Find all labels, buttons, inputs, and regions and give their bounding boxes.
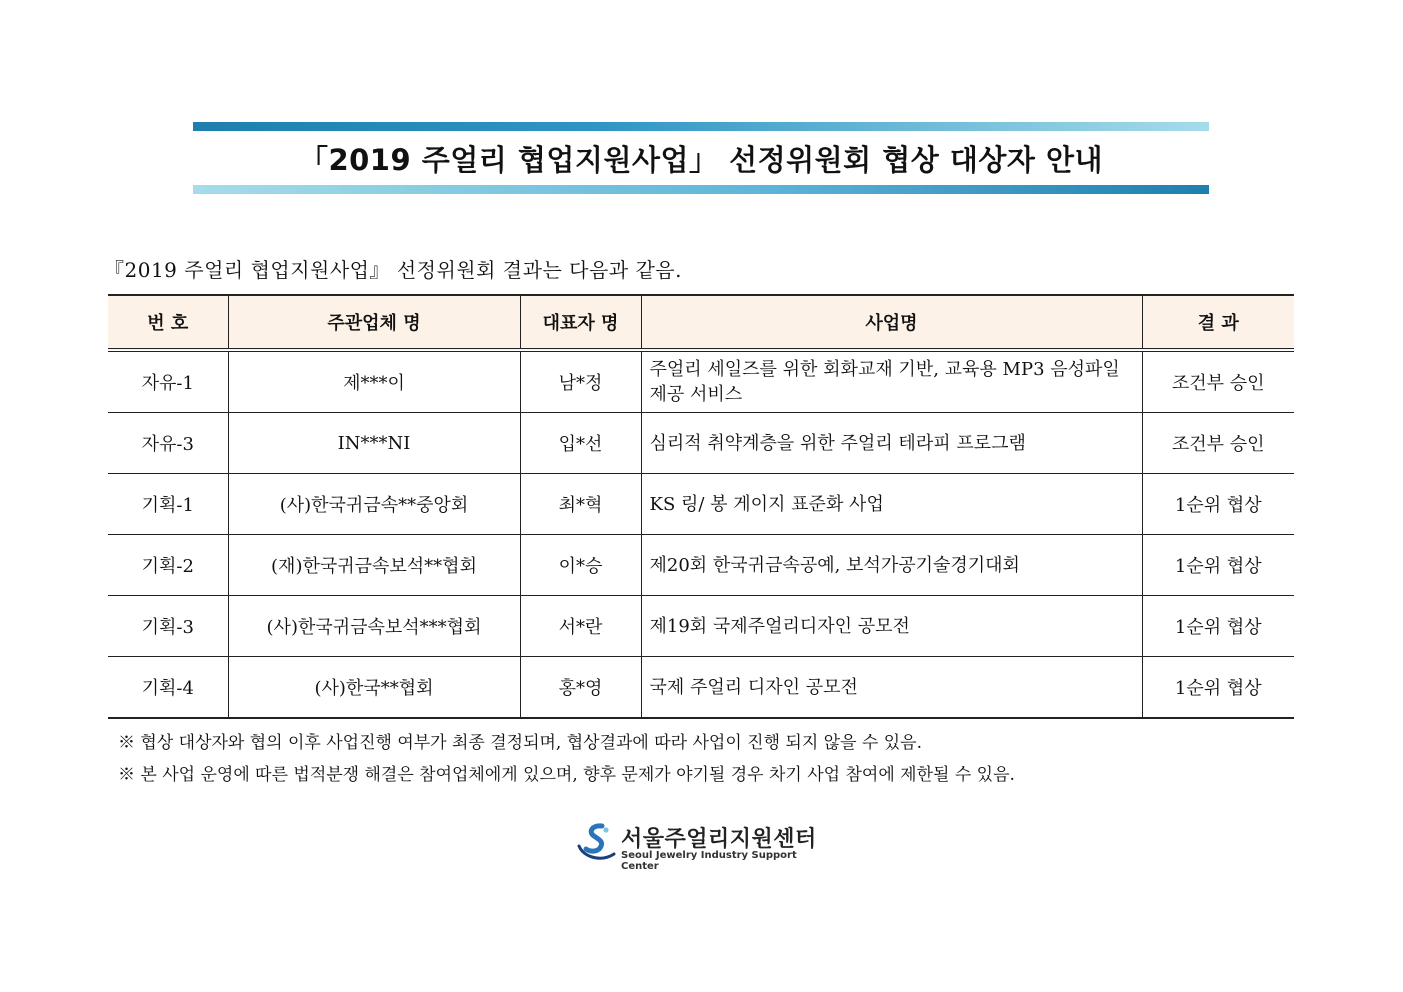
swoosh-s-logo-icon [576, 822, 618, 864]
notes [118, 727, 1015, 791]
cell-number: 기획-3 [108, 596, 228, 657]
title-bottom-bar [193, 185, 1209, 194]
note-line: ※ 협상 대상자와 협의 이후 사업진행 여부가 최종 결정되며, 협상결과에 따라 사업이 진행 되지 않을 수 있음. [118, 733, 922, 753]
cell-number: 자유-3 [108, 413, 228, 474]
cell-number: 기획-1 [108, 474, 228, 535]
intro-text: 『2019 주얼리 협업지원사업』 선정위원회 결과는 다음과 같음. [104, 258, 682, 282]
table-row [108, 413, 1294, 474]
table-row [108, 596, 1294, 657]
logo-name-korean: 서울주얼리지원센터 [621, 827, 817, 852]
cell-organization: (사)한국귀금속보석***협회 [228, 596, 520, 657]
cell-organization: (사)한국귀금속**중앙회 [228, 474, 520, 535]
cell-representative: 입*선 [520, 413, 641, 474]
header-result: 결 과 [1142, 295, 1294, 350]
logo-name-english: Seoul Jewelry Industry Support Center [621, 850, 797, 872]
cell-result: 조건부 승인 [1142, 350, 1294, 413]
cell-result: 1순위 협상 [1142, 535, 1294, 596]
cell-result: 조건부 승인 [1142, 413, 1294, 474]
header-project: 사업명 [641, 295, 1142, 350]
header-organization: 주관업체 명 [228, 295, 520, 350]
table-row [108, 474, 1294, 535]
cell-representative: 이*승 [520, 535, 641, 596]
table-header-row [108, 295, 1294, 350]
page-title: 「2019 주얼리 협업지원사업」 선정위원회 협상 대상자 안내 [298, 143, 1104, 177]
cell-organization: (사)한국**협회 [228, 657, 520, 719]
title-top-bar [193, 122, 1209, 131]
cell-organization: 제***이 [228, 350, 520, 413]
cell-representative: 남*정 [520, 350, 641, 413]
cell-organization: IN***NI [228, 413, 520, 474]
note-line: ※ 본 사업 운영에 따른 법적분쟁 해결은 참여업체에게 있으며, 향후 문제가 야기될 경우 차기 사업 참여에 제한될 수 있음. [118, 765, 1015, 785]
cell-project: 심리적 취약계층을 위한 주얼리 테라피 프로그램 [641, 413, 1142, 474]
header-number: 번 호 [108, 295, 228, 350]
table-row [108, 657, 1294, 719]
cell-result: 1순위 협상 [1142, 474, 1294, 535]
cell-project: 제19회 국제주얼리디자인 공모전 [641, 596, 1142, 657]
table-row [108, 350, 1294, 413]
center-logo [576, 822, 836, 872]
results-table [108, 294, 1294, 719]
cell-result: 1순위 협상 [1142, 657, 1294, 719]
cell-project: 주얼리 세일즈를 위한 회화교재 기반, 교육용 MP3 음성파일 제공 서비스 [641, 350, 1142, 413]
cell-number: 기획-4 [108, 657, 228, 719]
cell-project: KS 링/ 봉 게이지 표준화 사업 [641, 474, 1142, 535]
cell-representative: 홍*영 [520, 657, 641, 719]
table-row [108, 535, 1294, 596]
cell-number: 자유-1 [108, 350, 228, 413]
cell-number: 기획-2 [108, 535, 228, 596]
header-representative: 대표자 명 [520, 295, 641, 350]
cell-representative: 서*란 [520, 596, 641, 657]
title-banner [193, 122, 1209, 194]
cell-result: 1순위 협상 [1142, 596, 1294, 657]
cell-project: 제20회 한국귀금속공예, 보석가공기술경기대회 [641, 535, 1142, 596]
cell-project: 국제 주얼리 디자인 공모전 [641, 657, 1142, 719]
cell-representative: 최*혁 [520, 474, 641, 535]
cell-organization: (재)한국귀금속보석**협회 [228, 535, 520, 596]
